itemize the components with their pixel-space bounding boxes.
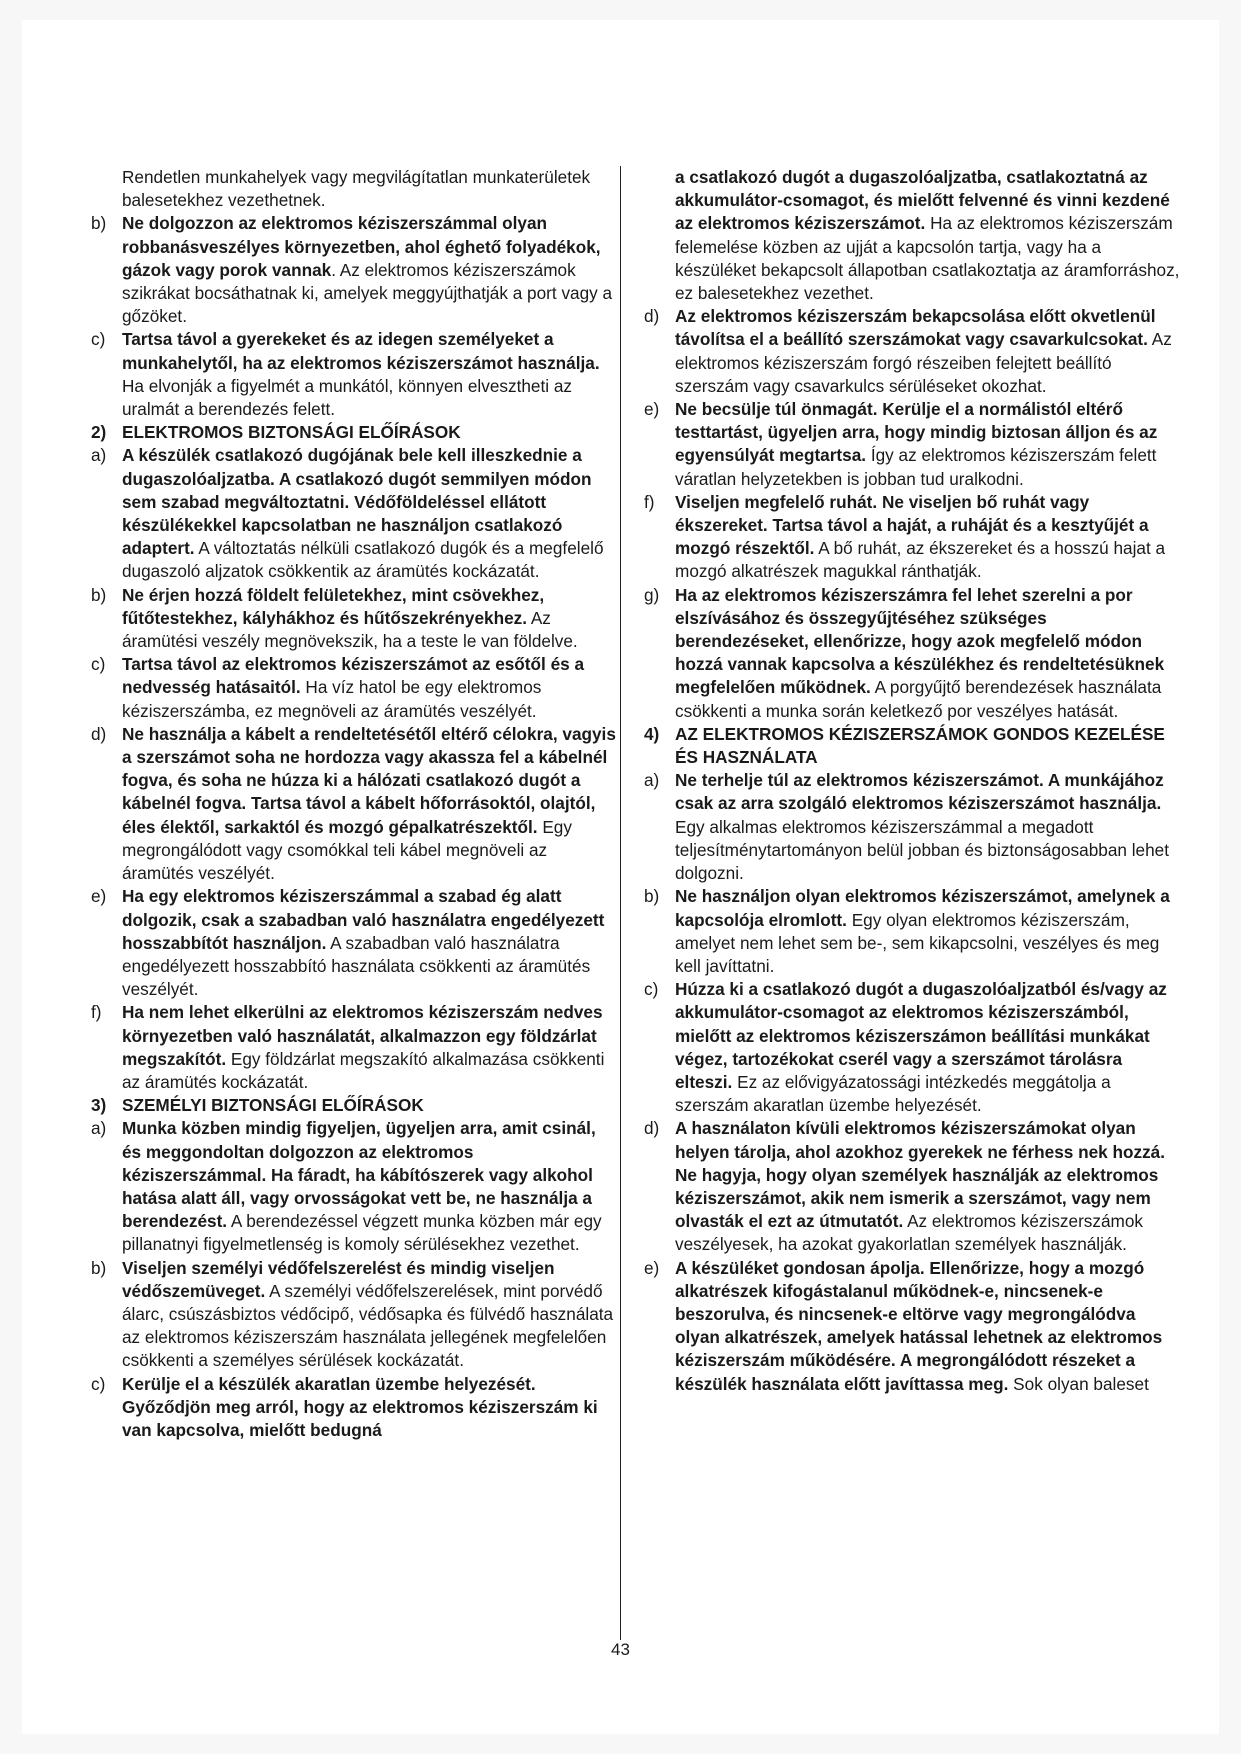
section-heading [644,723,1184,769]
item-continuation [644,166,1184,305]
item-label: e) [91,886,107,907]
item-bold-text: Ne használjon olyan elektromos kéziszerszámot, amelynek a kapcsolója elromlott. [675,886,1170,930]
item-bold-text: Viseljen személyi védőfelszerelést és mindig viseljen védőszemüveget. [122,1257,555,1301]
item-bold-text: Tartsa távol az elektromos kéziszerszámot az esőtől és a nedvesség hatásaitól. [122,654,585,698]
item-text: Egy megrongálódott vagy csomókkal teli kábel megnöveli az áramütés veszélyét. [122,816,572,884]
item-label: d) [644,306,660,327]
column-divider [620,166,621,1640]
item-bold-text: Húzza ki a csatlakozó dugót a dugaszolóaljzatból és/vagy az akkumulátor-csomagot az elektromos kéziszerszámból, mielőtt az elektromos kéziszerszámon beállítási munkákat végez, tartozékokat cserél vagy a szerszámot tárolásra elteszi. [675,979,1167,1092]
list-item [91,885,617,1001]
item-bold-text: A készülék csatlakozó dugójának bele kell illeszkednie a dugaszolóaljzatba. A csatlakozó dugót semmilyen módon sem szabad megváltoztatni. Védőföldeléssel ellátott készülékekkel kapcsolatban ne használjon csatlakozó adaptert. [122,445,592,559]
item-text: Sok olyan baleset [1008,1373,1149,1394]
item-label: g) [644,584,660,605]
item-label: b) [91,584,107,605]
item-text: A személyi védőfelszerelések, mint porvédő álarc, csúszásbiztos védőcipő, védősapka és fülvédő használata az elektromos kéziszerszám használata jellegének megfelelően csökkenti a személyes sérülések kockázatát. [122,1280,614,1371]
list-item [644,978,1184,1117]
section-number: 3) [91,1095,107,1116]
item-bold-text: Ne terhelje túl az elektromos kéziszerszámot. A munkájához csak az arra szolgáló elektromos kéziszerszámot használja. [675,770,1164,814]
item-bold-text: Munka közben mindig figyeljen, ügyeljen arra, amit csinál, és meggondoltan dolgozzon az elektromos kéziszerszámmal. Ha fáradt, ha kábítószerek vagy alkohol hatása alatt áll, vagy orvosságokat vett be, ne használja a berendezést. [122,1118,596,1232]
list-item [644,769,1184,885]
item-label: b) [91,1257,107,1278]
right-column [644,166,1184,1396]
section-title: ELEKTROMOS BIZTONSÁGI ELŐÍRÁSOK [122,422,461,443]
page-number: 43 [611,1640,630,1659]
list-item [91,1257,617,1373]
list-item [91,212,617,328]
item-bold-text: Az elektromos kéziszerszám bekapcsolása előtt okvetlenül távolítsa el a beállító szerszámokat vagy csavarkulcsokat. [675,306,1156,350]
list-item [91,1373,617,1443]
list-item [91,1001,617,1094]
item-label: a) [91,1118,107,1139]
list-item [644,491,1184,584]
item-bold-text: Ne dolgozzon az elektromos kéziszerszámmal olyan robbanásveszélyes környezetben, ahol éghető folyadékok, gázok vagy porok vannak [122,213,601,280]
item-text: Így az elektromos kéziszerszám felett váratlan helyzetekben is jobban tud uralkodni. [675,445,1157,489]
item-text: Az áramütési veszély megnövekszik, ha a teste le van földelve. [122,607,578,652]
item-bold-text: Ne becsülje túl önmagát. Kerülje el a normálistól eltérő testtartást, ügyeljen arra, hogy mindig biztosan álljon és az egyensúlyát megtartsa. [675,399,1158,466]
item-text: Az elektromos kéziszerszám forgó részeiben felejtett beállító szerszám vagy csavarkulcs sérüléseket okozhat. [675,329,1172,396]
section-number: 4) [644,723,660,744]
item-label: f) [91,1002,102,1023]
item-label: d) [644,1118,660,1139]
item-bold-text: a csatlakozó dugót a dugaszolóaljzatba, csatlakoztatná az akkumulátor-csomagot, és mielőtt felvenné és vinni kezdené az elektromos kéziszerszámot. [675,167,1170,234]
item-bold-text: Ne használja a kábelt a rendeltetésétől eltérő célokra, vagyis a szerszámot soha ne hordozza vagy akassza fel a kábelnél fogva, és soha ne húzza ki a hálózati csatlakozó dugót a kábelnél fogva. Tartsa távol a kábelt hőforrásoktól, olajtól, éles élektől, sarkaktól és mozgó gépalkatrészektől. [122,723,616,837]
list-item [91,328,617,421]
item-text: Ez az elővigyázatossági intézkedés meggátolja a szerszám akaratlan üzembe helyezését. [675,1071,1111,1116]
item-label: b) [644,886,660,907]
item-label: c) [91,654,106,675]
item-bold-text: A készüléket gondosan ápolja. Ellenőrizze, hogy a mozgó alkatrészek kifogástalanul működnek-e, nincsenek-e beszorulva, és nincsenek-e eltörve vagy megrongálódva olyan alkatrészek, amelyek hatással lehetnek az elektromos kéziszerszám működésére. A megrongálódott részeket a készülék használata előtt javíttassa meg. [675,1257,1163,1394]
section-heading [91,1094,617,1117]
item-text: A változtatás nélküli csatlakozó dugók és a megfelelő dugaszoló aljzatok csökkentik az áramütés kockázatát. [122,538,604,582]
item-label: c) [91,1373,106,1394]
item-bold-text: Viseljen megfelelő ruhát. Ne viseljen bő ruhát vagy ékszereket. Tartsa távol a haját, a ruháját és a kesztyűjét a mozgó részektől. [675,491,1149,559]
item-bold-text: Ha az elektromos kéziszerszámra fel lehet szerelni a por elszívásához és összegyűjtéséhez szükséges berendezéseket, ellenőrizze, hogy azok megfelelő módon hozzá vannak kapcsolva a készülékhez és rendeltetésüknek megfelelően működnek. [675,584,1165,698]
section-title: SZEMÉLYI BIZTONSÁGI ELŐÍRÁSOK [122,1095,424,1116]
list-item [91,653,617,723]
list-item [91,584,617,654]
item-text: A berendezéssel végzett munka közben már egy pillanatnyi figyelmetlenség is komoly sérülésekhez vezethet. [122,1211,602,1255]
item-label: e) [644,1257,660,1278]
item-text: A bő ruhát, az ékszereket és a hosszú hajat a mozgó alkatrészek magukkal ránthatják. [675,538,1166,582]
item-text: Ha víz hatol be egy elektromos kéziszerszámba, ez megnöveli az áramütés veszélyét. [122,677,542,721]
item-bold-text: Ne érjen hozzá földelt felületekhez, mint csövekhez, fűtőtestekhez, kályhákhoz és hűtőszekrényekhez. [122,584,545,628]
list-item [644,885,1184,978]
list-item [644,1117,1184,1256]
item-text: Ha elvonják a figyelmét a munkától, könnyen elvesztheti az uralmát a berendezés felett. [122,375,572,420]
list-item [91,1117,617,1256]
section-title: AZ ELEKTROMOS KÉZISZERSZÁMOK GONDOS KEZELÉSE ÉS HASZNÁLATA [675,723,1165,768]
left-column [91,166,617,1442]
item-bold-text: A használaton kívüli elektromos kéziszerszámokat olyan helyen tárolja, ahol azokhoz gyerekek ne férhess nek hozzá. Ne hagyja, hogy olyan személyek használják az elektromos kéziszerszámot, akik nem ismerik a szerszámot, vagy nem olvasták el ezt az útmutatót. [675,1118,1166,1232]
section-number: 2) [91,422,107,443]
item-bold-text: Tartsa távol a gyerekeket és az idegen személyeket a munkahelytől, ha az elektromos kéziszerszámot használja. [122,329,600,373]
item-text: Az elektromos kéziszerszámok veszélyesek, ha azokat gyakorlatlan személyek használják. [675,1211,1144,1255]
item-text: Egy földzárlat megszakító alkalmazása csökkenti az áramütés kockázatát. [122,1048,605,1092]
item-label: a) [91,445,107,466]
item-label: a) [644,770,660,791]
item-text: Egy alkalmas elektromos kéziszerszámmal a megadott teljesítménytartományon belül jobban és biztonságosabban lehet dolgozni. [675,816,1169,884]
item-label: c) [91,329,106,350]
list-item [644,305,1184,398]
item-text: A szabadban való használatra engedélyezett hosszabbító használata csökkenti az áramütés veszélyét. [122,932,591,1000]
item-bold-text: Kerülje el a készülék akaratlan üzembe helyezését. Győződjön meg arról, hogy az elektromos kéziszerszám ki van kapcsolva, mielőtt bedugná [122,1373,598,1440]
list-item [91,444,617,583]
item-text: Egy olyan elektromos kéziszerszám, amelyet nem lehet sem be-, sem kikapcsolni, veszélyes és meg kell javíttatni. [675,909,1160,976]
list-item [91,723,617,885]
item-label: b) [91,213,107,234]
section-heading [91,421,617,444]
item-label: e) [644,399,660,420]
item-text: Ha az elektromos kéziszerszám felemelése közben az ujját a kapcsolón tartja, vagy ha a készüléket bekapcsolt állapotban csatlakoztatja az áramforráshoz, ez balesetekhez vezethet. [675,213,1180,304]
item-text: A porgyűjtő berendezések használata csökkenti a munka során keletkező por veszélyes hatását. [675,677,1162,721]
item-label: d) [91,723,107,744]
item-bold-text: Ha egy elektromos kéziszerszámmal a szabad ég alatt dolgozik, csak a szabadban való használatra engedélyezett hosszabbítót használjon. [122,886,605,953]
item-label: c) [644,979,659,1000]
item-text: . Az elektromos kéziszerszámok szikrákat bocsáthatnak ki, amelyek meggyújthatják a port vagy a gőzöket. [122,259,613,327]
item-bold-text: Ha nem lehet elkerülni az elektromos kéziszerszám nedves környezetben való használatát, alkalmazzon egy földzárlat megszakítót. [122,1002,603,1069]
list-item [644,398,1184,491]
item-label: f) [644,491,655,512]
list-item [644,584,1184,723]
intro-continuation: Rendetlen munkahelyek vagy megvilágítatlan munkaterületek balesetekhez vezethetnek. [122,167,591,211]
list-item [644,1257,1184,1396]
